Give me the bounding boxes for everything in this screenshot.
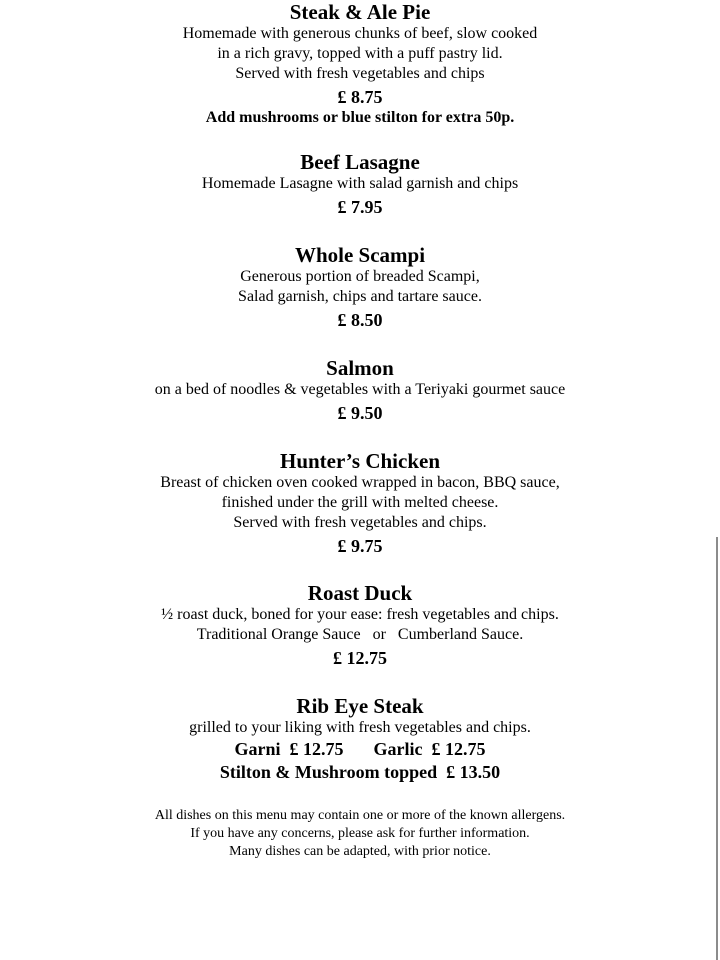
allergen-note bbox=[0, 807, 720, 861]
dish-description-line: Served with fresh vegetables and chips bbox=[235, 65, 485, 82]
dish-title: Roast Duck bbox=[307, 581, 413, 605]
stilton-mushroom-price: Stilton & Mushroom topped £ 13.50 bbox=[219, 762, 501, 782]
allergen-note-line: All dishes on this menu may contain one or more of the known allergens. bbox=[154, 808, 566, 823]
dish-description-line: Homemade Lasagne with salad garnish and chips bbox=[201, 175, 519, 192]
dish-description-line: Served with fresh vegetables and chips. bbox=[233, 514, 487, 531]
allergen-note-line: If you have any concerns, please ask for further information. bbox=[190, 826, 530, 841]
dish-description-line: on a bed of noodles & vegetables with a Teriyaki gourmet sauce bbox=[154, 381, 566, 398]
dish-rib-eye-steak bbox=[0, 694, 720, 784]
dish-roast-duck bbox=[0, 581, 720, 669]
dish-title: Beef Lasagne bbox=[300, 150, 420, 174]
dish-description-line: grilled to your liking with fresh vegetables and chips. bbox=[189, 719, 531, 736]
dish-description-line: Salad garnish, chips and tartare sauce. bbox=[238, 288, 482, 305]
garni-price: Garni £ 12.75 bbox=[234, 739, 344, 759]
dish-description-line: Homemade with generous chunks of beef, slow cooked bbox=[182, 25, 538, 42]
allergen-note-line: Many dishes can be adapted, with prior notice. bbox=[229, 844, 491, 859]
dish-price: £ 7.95 bbox=[337, 197, 383, 217]
dish-title: Rib Eye Steak bbox=[296, 694, 424, 718]
dish-hunters-chicken bbox=[0, 449, 720, 557]
rib-eye-price-line bbox=[0, 738, 720, 761]
scrollbar[interactable] bbox=[716, 537, 718, 960]
dish-beef-lasagne bbox=[0, 150, 720, 218]
dish-price: £ 8.75 bbox=[337, 87, 383, 107]
dish-title: Salmon bbox=[326, 356, 394, 380]
dish-description-line: ½ roast duck, boned for your ease: fresh vegetables and chips. bbox=[161, 606, 559, 623]
dish-price: £ 8.50 bbox=[337, 310, 383, 330]
dish-salmon bbox=[0, 356, 720, 424]
dish-price: £ 12.75 bbox=[333, 648, 387, 668]
dish-title: Steak & Ale Pie bbox=[289, 0, 431, 24]
dish-steak-ale-pie bbox=[0, 0, 720, 128]
garlic-price: Garlic £ 12.75 bbox=[373, 739, 486, 759]
dish-description-line: Generous portion of breaded Scampi, bbox=[240, 268, 480, 285]
dish-description-line: Traditional Orange Sauce or Cumberland Sauce. bbox=[196, 626, 524, 643]
dish-description-line: in a rich gravy, topped with a puff pastry lid. bbox=[217, 45, 503, 62]
dish-price: £ 9.75 bbox=[337, 536, 383, 556]
dish-extra-note: Add mushrooms or blue stilton for extra 50p. bbox=[205, 109, 515, 126]
dish-whole-scampi bbox=[0, 243, 720, 331]
dish-title: Whole Scampi bbox=[294, 243, 426, 267]
dish-price: £ 9.50 bbox=[337, 403, 383, 423]
dish-description-line: Breast of chicken oven cooked wrapped in bacon, BBQ sauce, bbox=[160, 474, 560, 491]
dish-title: Hunter’s Chicken bbox=[279, 449, 441, 473]
dish-description-line: finished under the grill with melted cheese. bbox=[221, 494, 499, 511]
